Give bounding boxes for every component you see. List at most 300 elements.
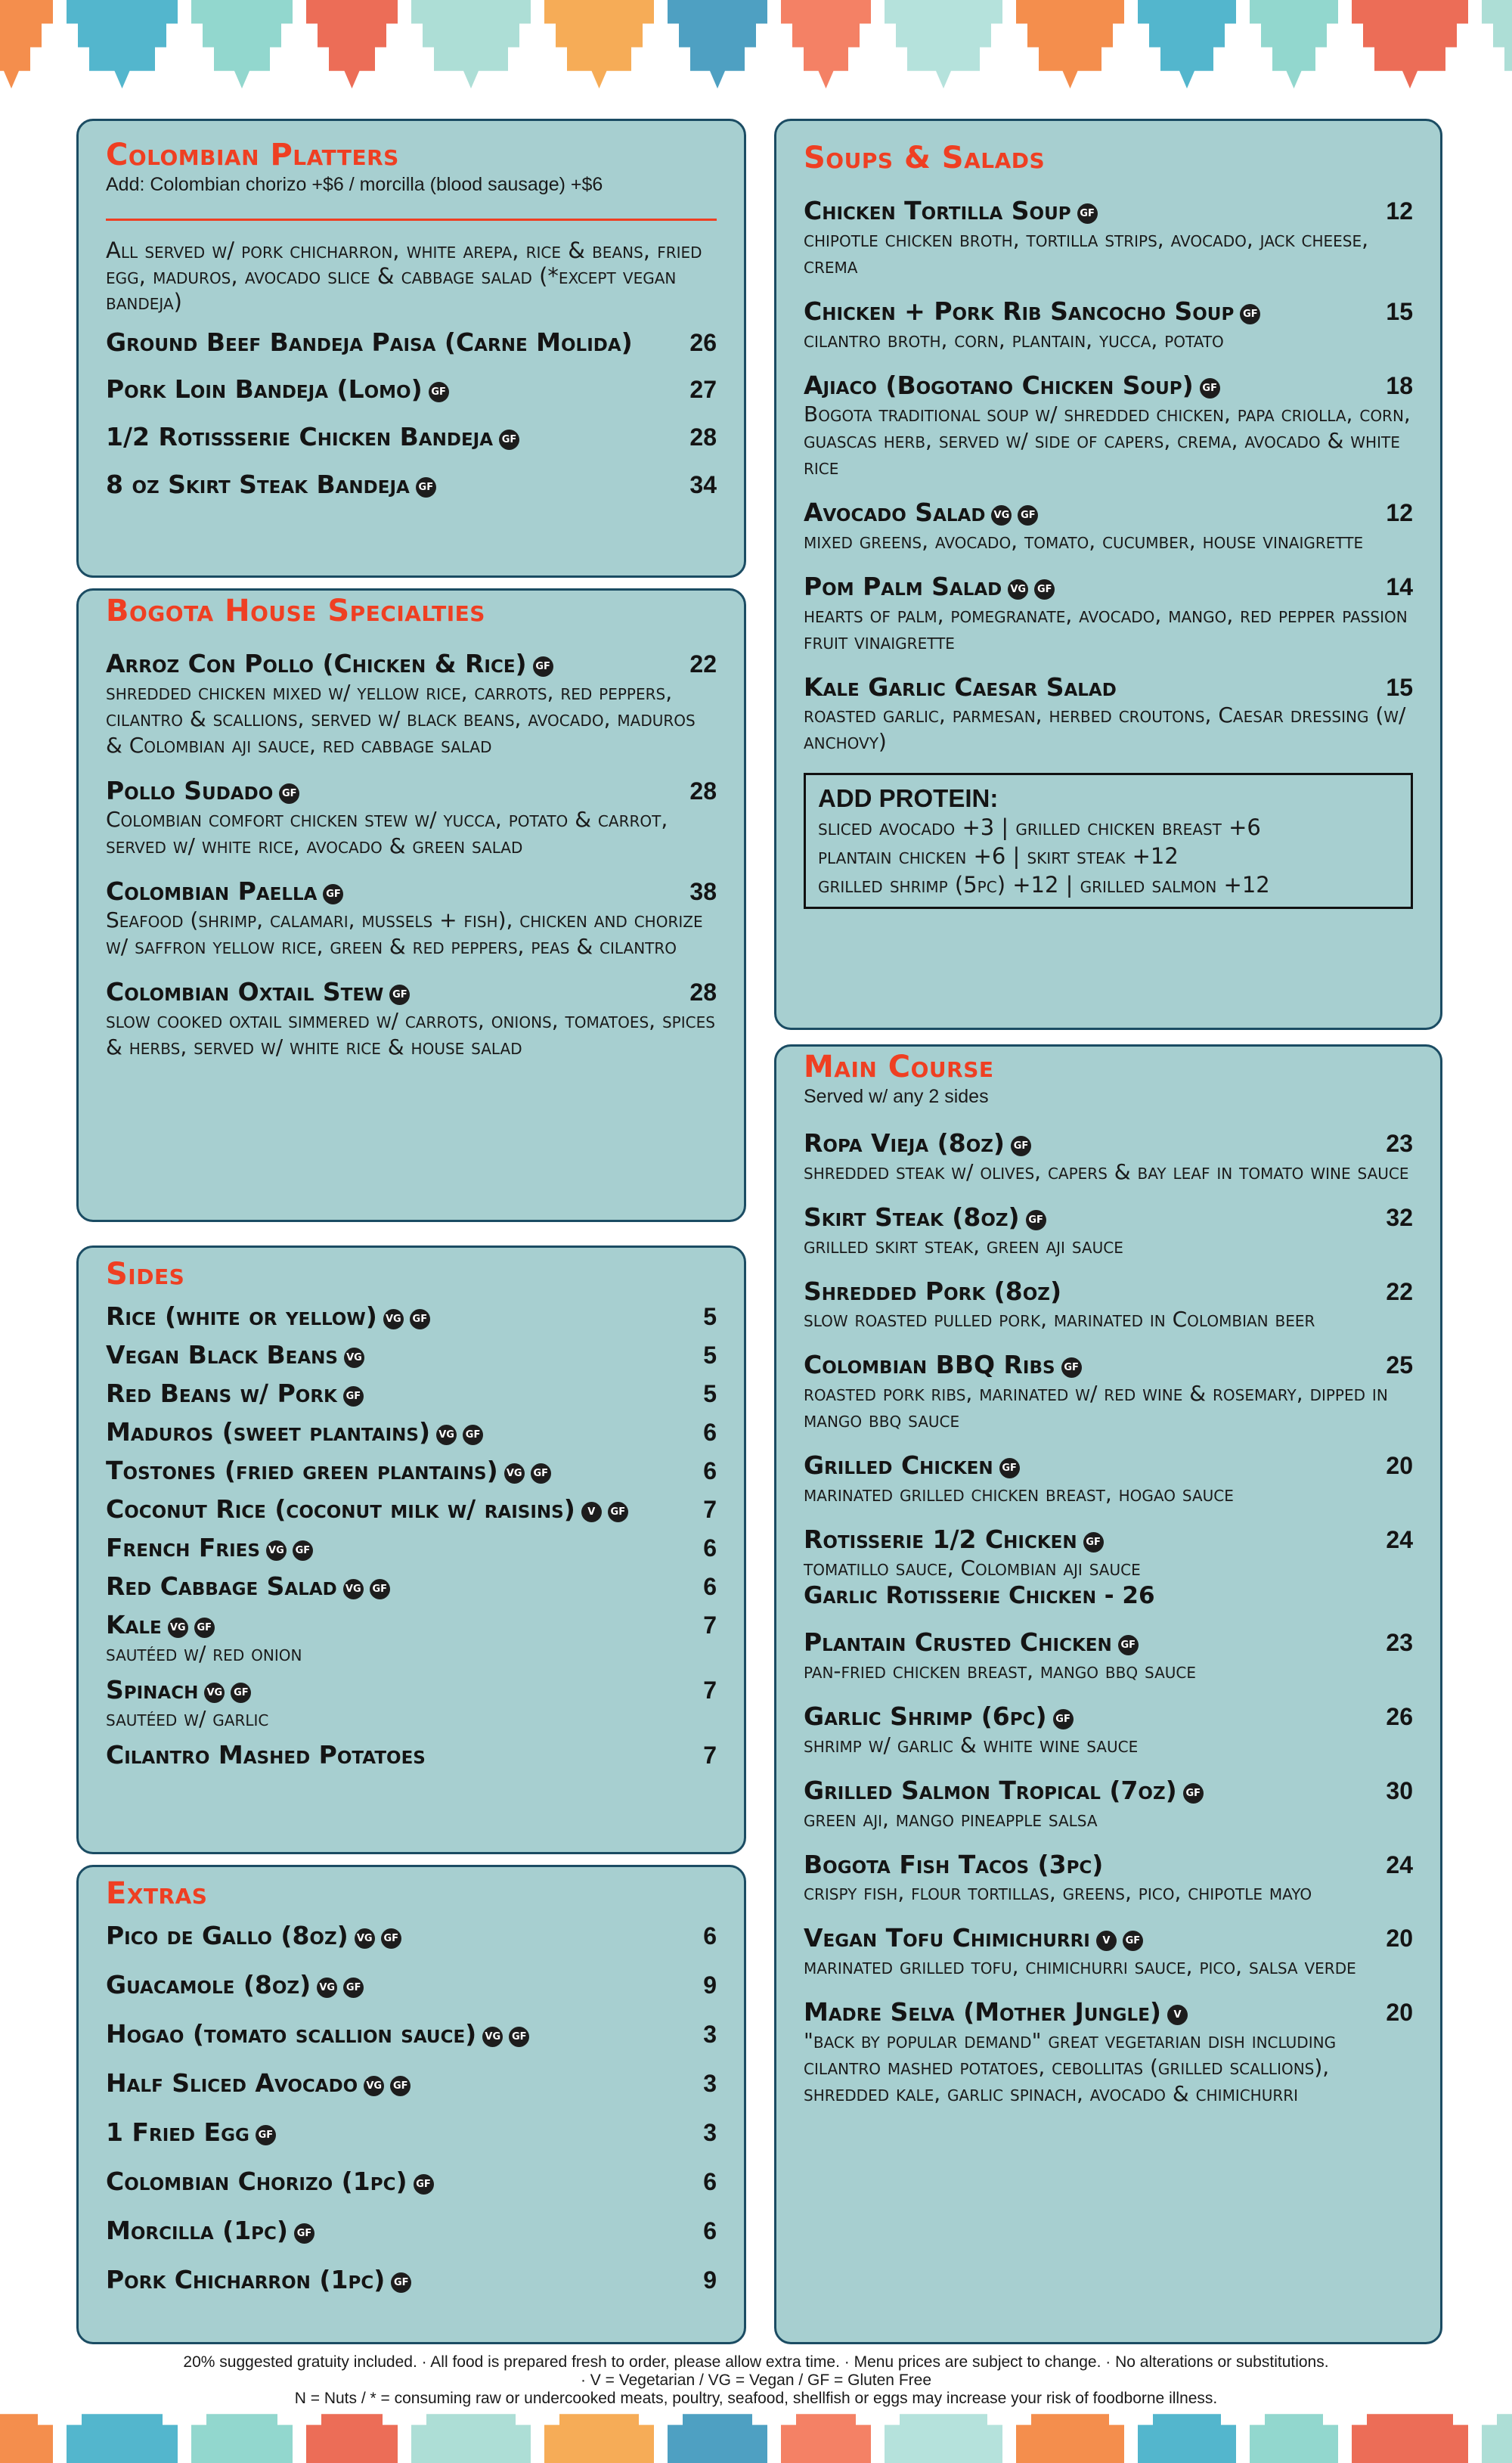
gluten-free-icon: GF <box>999 1458 1020 1478</box>
section-subtitle: Add: Colombian chorizo +$6 / morcilla (blood sausage) +$6 <box>106 174 603 195</box>
item-price: 28 <box>689 777 717 805</box>
decorative-shape <box>1016 0 1124 88</box>
item-name: Rotisserie 1/2 Chicken <box>804 1525 1077 1554</box>
item-price: 3 <box>703 2119 717 2146</box>
colombian-platters-panel <box>76 119 746 578</box>
protein-option-line: sliced avocado +3 | grilled chicken breast +6 <box>818 814 1261 840</box>
item-row <box>106 2167 717 2197</box>
item-name: Grilled Salmon Tropical (7oz) <box>804 1776 1177 1805</box>
item-name-group <box>106 1676 251 1705</box>
gluten-free-icon: GF <box>343 1978 364 1998</box>
item-row <box>804 1850 1413 1879</box>
item-row <box>106 777 717 806</box>
item-description: tomatillo sauce, Colombian aji sauce <box>804 1556 1141 1580</box>
decorative-shape <box>781 2414 871 2463</box>
item-list <box>804 1129 1413 2107</box>
decorative-shape <box>67 0 178 88</box>
gluten-free-icon: GF <box>1018 505 1038 526</box>
menu-item <box>804 1277 1413 1332</box>
menu-item <box>106 2118 717 2148</box>
item-row <box>106 1572 717 1602</box>
menu-item <box>106 1971 717 2000</box>
section-title: Extras <box>106 1876 208 1911</box>
item-price: 7 <box>703 1611 717 1639</box>
item-name-group <box>106 470 436 500</box>
menu-item <box>804 1129 1413 1185</box>
decorative-shape <box>1250 0 1338 88</box>
top-decorative-band <box>0 0 1512 95</box>
gluten-free-icon: GF <box>531 1463 551 1484</box>
decorative-shape <box>1250 2414 1338 2463</box>
add-protein-box <box>804 773 1413 909</box>
item-name: Pork Loin Bandeja (Lomo) <box>106 374 423 404</box>
item-row <box>106 1302 717 1332</box>
item-row <box>804 1129 1413 1159</box>
item-name: Cilantro Mashed Potatoes <box>106 1740 426 1770</box>
item-description: grilled skirt steak, green aji sauce <box>804 1233 1123 1258</box>
gluten-free-icon: GF <box>1011 1136 1031 1156</box>
item-row <box>804 1351 1413 1380</box>
item-row <box>106 1741 717 1770</box>
item-name: Grilled Chicken <box>804 1450 993 1480</box>
item-row <box>106 1676 717 1705</box>
item-price: 38 <box>689 878 717 905</box>
item-price: 6 <box>703 1534 717 1562</box>
item-price: 32 <box>1386 1204 1413 1231</box>
item-name-group <box>804 1628 1139 1658</box>
item-name-group <box>106 1418 483 1447</box>
item-name: Ropa Vieja (8oz) <box>804 1128 1005 1158</box>
item-name: Pom Palm Salad <box>804 572 1002 601</box>
item-name: Bogota Fish Tacos (3pc) <box>804 1850 1104 1879</box>
menu-item <box>804 1998 1413 2107</box>
item-row <box>106 2216 717 2246</box>
item-price: 22 <box>689 650 717 678</box>
gluten-free-icon: GF <box>323 884 343 904</box>
item-price: 15 <box>1386 674 1413 701</box>
item-list <box>106 1922 717 2295</box>
menu-item <box>804 1525 1413 1610</box>
item-price: 23 <box>1386 1629 1413 1656</box>
gluten-free-icon: GF <box>608 1502 628 1522</box>
item-name-group <box>106 328 633 357</box>
item-row <box>804 1628 1413 1658</box>
item-description: Seafood (shrimp, calamari, mussels + fish), chicken and chorize w/ saffron yellow rice, green & red peppers, peas & cilantro <box>106 907 703 959</box>
decorative-shape <box>668 2414 767 2463</box>
gluten-free-icon: GF <box>293 1540 313 1561</box>
decorative-shape <box>411 2414 531 2463</box>
item-row <box>106 1495 717 1525</box>
gluten-free-icon: GF <box>390 2076 411 2096</box>
menu-item <box>804 371 1413 480</box>
item-price: 7 <box>703 1742 717 1769</box>
decorative-shape <box>885 0 1002 88</box>
section-subtitle: Served w/ any 2 sides <box>804 1086 989 1107</box>
item-name-group <box>106 2266 411 2295</box>
menu-item <box>106 1572 717 1602</box>
protein-option-line: plantain chicken +6 | skirt steak +12 <box>818 843 1179 869</box>
decorative-shape <box>544 2414 654 2463</box>
menu-item <box>106 470 717 500</box>
menu-item <box>804 1924 1413 1980</box>
item-list <box>106 328 717 500</box>
decorative-shape <box>1352 0 1468 88</box>
menu-item <box>804 1203 1413 1259</box>
item-name: Rice (white or yellow) <box>106 1301 377 1331</box>
gluten-free-icon: GF <box>416 477 436 498</box>
decorative-shape <box>544 0 654 88</box>
menu-item <box>106 877 717 960</box>
item-price: 34 <box>689 471 717 498</box>
menu-item <box>106 1379 717 1409</box>
footer-allergen-warning: N = Nuts / * = consuming raw or undercooked meats, poultry, seafood, shellfish or eggs may increase your risk of foodborne illness. <box>294 2390 1218 2407</box>
item-name-group <box>106 423 519 452</box>
gluten-free-icon: GF <box>343 1386 364 1407</box>
item-name: Colombian Paella <box>106 876 318 906</box>
item-row <box>106 2020 717 2049</box>
item-price: 6 <box>703 2217 717 2244</box>
menu-item <box>106 2020 717 2049</box>
menu-item <box>106 375 717 405</box>
decorative-shape <box>306 0 398 88</box>
decorative-shape <box>191 2414 293 2463</box>
gluten-free-icon: GF <box>533 656 553 677</box>
item-price: 12 <box>1386 499 1413 526</box>
item-name: Hogao (tomato scallion sauce) <box>106 2019 477 2049</box>
item-name: Coconut Rice (coconut milk w/ raisins) <box>106 1494 575 1524</box>
decorative-shape <box>1352 2414 1468 2463</box>
gluten-free-icon: GF <box>231 1683 251 1703</box>
menu-item <box>106 1418 717 1447</box>
gluten-free-icon: GF <box>1053 1709 1074 1729</box>
item-name: Colombian BBQ Ribs <box>804 1350 1055 1379</box>
item-name-group <box>106 877 343 907</box>
menu-item <box>804 1776 1413 1832</box>
menu-item <box>804 572 1413 655</box>
item-name-group <box>804 1702 1074 1732</box>
menu-item <box>106 1456 717 1486</box>
vegetarian-icon: V <box>1167 2005 1188 2025</box>
vegan-icon: VG <box>991 505 1012 526</box>
menu-item <box>106 423 717 452</box>
vegan-icon: VG <box>383 1309 404 1329</box>
item-name-group <box>106 1456 551 1486</box>
item-name-group <box>106 650 553 679</box>
item-price: 28 <box>689 979 717 1006</box>
item-name-group <box>804 673 1117 702</box>
decorative-shape <box>191 0 293 88</box>
menu-item <box>804 1850 1413 1906</box>
item-name-group <box>106 2118 276 2148</box>
item-name: Chicken Tortilla Soup <box>804 196 1071 225</box>
item-row <box>106 375 717 405</box>
item-price: 28 <box>689 423 717 451</box>
item-name: Pork Chicharron (1pc) <box>106 2265 386 2294</box>
item-price: 9 <box>703 1971 717 1999</box>
gluten-free-icon: GF <box>414 2174 434 2195</box>
menu-item <box>106 2266 717 2295</box>
divider <box>106 219 717 221</box>
menu-item <box>106 978 717 1060</box>
item-name-group <box>106 777 299 806</box>
item-list <box>106 1302 717 1770</box>
item-name-group <box>106 1341 364 1370</box>
item-price: 24 <box>1386 1851 1413 1878</box>
item-row <box>106 1971 717 2000</box>
item-price: 6 <box>703 1419 717 1446</box>
item-name: Red Cabbage Salad <box>106 1571 337 1601</box>
item-row <box>106 978 717 1007</box>
item-price: 25 <box>1386 1351 1413 1379</box>
item-row <box>106 1922 717 1951</box>
item-price: 6 <box>703 1573 717 1600</box>
item-name-group <box>804 498 1038 528</box>
item-price: 6 <box>703 1922 717 1950</box>
item-row <box>804 1776 1413 1806</box>
menu-item <box>106 2216 717 2246</box>
menu-item <box>106 1341 717 1370</box>
item-name: Shredded Pork (8oz) <box>804 1276 1062 1306</box>
menu-item <box>106 1302 717 1332</box>
decorative-shape <box>1016 2414 1124 2463</box>
item-name: Kale Garlic Caesar Salad <box>804 672 1117 702</box>
menu-item <box>106 2167 717 2197</box>
item-name-group <box>804 297 1260 327</box>
item-name: Pollo Sudado <box>106 776 274 805</box>
item-name: Ajiaco (Bogotano Chicken Soup) <box>804 371 1194 400</box>
gluten-free-icon: GF <box>391 2272 411 2293</box>
item-name-group <box>804 1850 1103 1879</box>
item-price: 22 <box>1386 1278 1413 1305</box>
item-name-group <box>804 1351 1082 1380</box>
gluten-free-icon: GF <box>1077 203 1098 224</box>
item-name: Vegan Black Beans <box>106 1340 338 1370</box>
item-name: Plantain Crusted Chicken <box>804 1627 1112 1657</box>
item-description: sautéed w/ red onion <box>106 1641 302 1666</box>
menu-item <box>106 650 717 758</box>
menu-item <box>804 498 1413 554</box>
item-description: hearts of palm, pomegranate, avocado, mango, red pepper passion fruit vinaigrette <box>804 603 1408 654</box>
gluten-free-icon: GF <box>294 2223 314 2244</box>
item-description: chipotle chicken broth, tortilla strips, avocado, jack cheese, crema <box>804 227 1369 278</box>
item-description: slow cooked oxtail simmered w/ carrots, onions, tomatoes, spices & herbs, served w/ white rice & house salad <box>106 1008 715 1059</box>
item-name: Red Beans w/ Pork <box>106 1379 337 1408</box>
gluten-free-icon: GF <box>1183 1783 1204 1804</box>
vegetarian-icon: V <box>1096 1931 1117 1951</box>
item-name-group <box>106 2167 434 2197</box>
gluten-free-icon: GF <box>463 1425 483 1445</box>
item-name-group <box>804 1451 1020 1481</box>
soups-salads-panel <box>774 119 1442 1030</box>
item-description: roasted pork ribs, marinated w/ red wine & rosemary, dipped in mango bbq sauce <box>804 1381 1388 1432</box>
item-row <box>804 673 1413 702</box>
item-name-group <box>804 572 1055 602</box>
item-variant: Garlic Rotisserie Chicken - 26 <box>804 1582 1155 1609</box>
footer-legend: · V = Vegetarian / VG = Vegan / GF = Gluten Free <box>580 2371 931 2389</box>
item-price: 12 <box>1386 197 1413 225</box>
platter-note: All served w/ pork chicharron, white arepa, rice & beans, fried egg, maduros, avocado slice & cabbage salad (*except vegan bandeja) <box>106 237 702 315</box>
item-name: Kale <box>106 1610 162 1639</box>
item-name-group <box>804 1277 1061 1306</box>
item-price: 3 <box>703 2070 717 2097</box>
vegan-icon: VG <box>504 1463 525 1484</box>
item-name-group <box>106 1302 430 1332</box>
item-price: 24 <box>1386 1526 1413 1553</box>
item-row <box>804 498 1413 528</box>
item-name-group <box>804 1203 1046 1233</box>
item-name-group <box>106 375 449 405</box>
item-name: 1/2 Rotissserie Chicken Bandeja <box>106 422 494 451</box>
item-description: marinated grilled chicken breast, hogao sauce <box>804 1481 1234 1506</box>
item-description: pan-fried chicken breast, mango bbq sauce <box>804 1658 1197 1683</box>
item-price: 7 <box>703 1677 717 1704</box>
item-name: Chicken + Pork Rib Sancocho Soup <box>804 296 1235 326</box>
gluten-free-icon: GF <box>429 382 449 402</box>
vegetarian-icon: V <box>581 1502 602 1522</box>
menu-item <box>106 1611 717 1667</box>
item-price: 5 <box>703 1303 717 1330</box>
item-name: French Fries <box>106 1533 260 1562</box>
section-title: Soups & Salads <box>804 141 1046 175</box>
item-row <box>804 197 1413 226</box>
item-price: 9 <box>703 2266 717 2294</box>
item-row <box>804 1924 1413 1953</box>
item-price: 26 <box>689 329 717 356</box>
menu-item <box>804 197 1413 279</box>
item-price: 7 <box>703 1496 717 1523</box>
decorative-shape <box>668 0 767 88</box>
vegan-icon: VG <box>355 1928 375 1949</box>
item-name-group <box>106 2069 411 2099</box>
item-description: green aji, mango pineapple salsa <box>804 1807 1098 1832</box>
gluten-free-icon: GF <box>381 1928 401 1949</box>
item-price: 5 <box>703 1342 717 1369</box>
item-name: Vegan Tofu Chimichurri <box>804 1923 1090 1953</box>
item-row <box>106 423 717 452</box>
item-description: Colombian comfort chicken stew w/ yucca, potato & carrot, served w/ white rice, avocado & green salad <box>106 807 668 858</box>
item-description: sautéed w/ garlic <box>106 1706 269 1731</box>
menu-item <box>106 328 717 357</box>
item-price: 6 <box>703 2168 717 2195</box>
item-name: Garlic Shrimp (6pc) <box>804 1701 1047 1731</box>
item-row <box>106 1341 717 1370</box>
item-name-group <box>106 1379 364 1409</box>
gluten-free-icon: GF <box>410 1309 430 1329</box>
item-row <box>106 1418 717 1447</box>
item-name-group <box>106 1572 390 1602</box>
item-name: Spinach <box>106 1675 199 1705</box>
item-price: 14 <box>1386 573 1413 600</box>
item-name: Skirt Steak (8oz) <box>804 1202 1020 1232</box>
sides-panel <box>76 1245 746 1854</box>
item-row <box>804 572 1413 602</box>
item-name-group <box>106 1971 364 2000</box>
menu-item <box>106 1741 717 1770</box>
section-title: Main Course <box>804 1050 994 1084</box>
item-row <box>106 1379 717 1409</box>
item-list <box>106 650 717 1060</box>
item-name-group <box>106 1741 426 1770</box>
item-name-group <box>804 1998 1188 2027</box>
item-name-group <box>804 1924 1143 1953</box>
menu-item <box>106 1534 717 1563</box>
item-description: shrimp w/ garlic & white wine sauce <box>804 1732 1139 1757</box>
item-row <box>106 877 717 907</box>
item-name: Pico de Gallo (8oz) <box>106 1921 349 1950</box>
decorative-shape <box>1482 2414 1512 2463</box>
menu-item <box>106 1495 717 1525</box>
decorative-shape <box>0 0 53 88</box>
section-title: Sides <box>106 1257 185 1292</box>
item-price: 23 <box>1386 1130 1413 1157</box>
gluten-free-icon: GF <box>1240 304 1260 324</box>
item-name-group <box>804 197 1098 226</box>
item-name: Half Sliced Avocado <box>106 2068 358 2098</box>
item-row <box>106 1456 717 1486</box>
gluten-free-icon: GF <box>1034 579 1055 600</box>
decorative-shape <box>885 2414 1002 2463</box>
protein-option-line: grilled shrimp (5pc) +12 | grilled salmon +12 <box>818 872 1270 898</box>
item-row <box>804 297 1413 327</box>
item-description: shredded steak w/ olives, capers & bay leaf in tomato wine sauce <box>804 1159 1409 1184</box>
menu-item <box>804 1451 1413 1507</box>
item-row <box>106 2266 717 2295</box>
gluten-free-icon: GF <box>1083 1532 1104 1553</box>
gluten-free-icon: GF <box>370 1579 390 1599</box>
menu-item <box>804 1702 1413 1758</box>
main-course-panel <box>774 1044 1442 2344</box>
item-price: 27 <box>689 376 717 403</box>
extras-panel <box>76 1865 746 2344</box>
item-price: 20 <box>1386 1925 1413 1952</box>
vegan-icon: VG <box>436 1425 457 1445</box>
item-description: cilantro broth, corn, plantain, yucca, potato <box>804 327 1224 352</box>
menu-item <box>106 2069 717 2099</box>
decorative-shape <box>1138 0 1236 88</box>
item-description: marinated grilled tofu, chimichurri sauce, pico, salsa verde <box>804 1954 1356 1979</box>
item-name-group <box>106 1495 628 1525</box>
decorative-shape <box>411 0 531 88</box>
section-title: Colombian Platters <box>106 138 399 172</box>
item-name-group <box>106 1922 401 1951</box>
item-name-group <box>106 2020 529 2049</box>
item-row <box>106 470 717 500</box>
item-row <box>804 1998 1413 2027</box>
item-description: roasted garlic, parmesan, herbed croutons, Caesar dressing (w/ anchovy) <box>804 703 1406 754</box>
item-row <box>804 1203 1413 1233</box>
item-price: 18 <box>1386 372 1413 399</box>
item-name-group <box>804 1129 1031 1159</box>
item-name: Avocado Salad <box>804 498 986 527</box>
vegan-icon: VG <box>266 1540 287 1561</box>
item-price: 26 <box>1386 1703 1413 1730</box>
item-description: crispy fish, flour tortillas, greens, pico, chipotle mayo <box>804 1880 1312 1905</box>
item-description: slow roasted pulled pork, marinated in Colombian beer <box>804 1307 1315 1332</box>
item-price: 15 <box>1386 298 1413 325</box>
gluten-free-icon: GF <box>1200 378 1220 399</box>
item-name: Ground Beef Bandeja Paisa (Carne Molida) <box>106 327 633 357</box>
item-price: 30 <box>1386 1777 1413 1804</box>
vegan-icon: VG <box>364 2076 384 2096</box>
menu-item <box>106 1676 717 1732</box>
item-row <box>106 2118 717 2148</box>
menu-item <box>106 1922 717 1951</box>
item-name: Colombian Oxtail Stew <box>106 977 384 1007</box>
gluten-free-icon: GF <box>194 1618 215 1638</box>
item-row <box>106 328 717 357</box>
item-name: 1 Fried Egg <box>106 2117 249 2147</box>
item-name-group <box>106 1611 215 1640</box>
